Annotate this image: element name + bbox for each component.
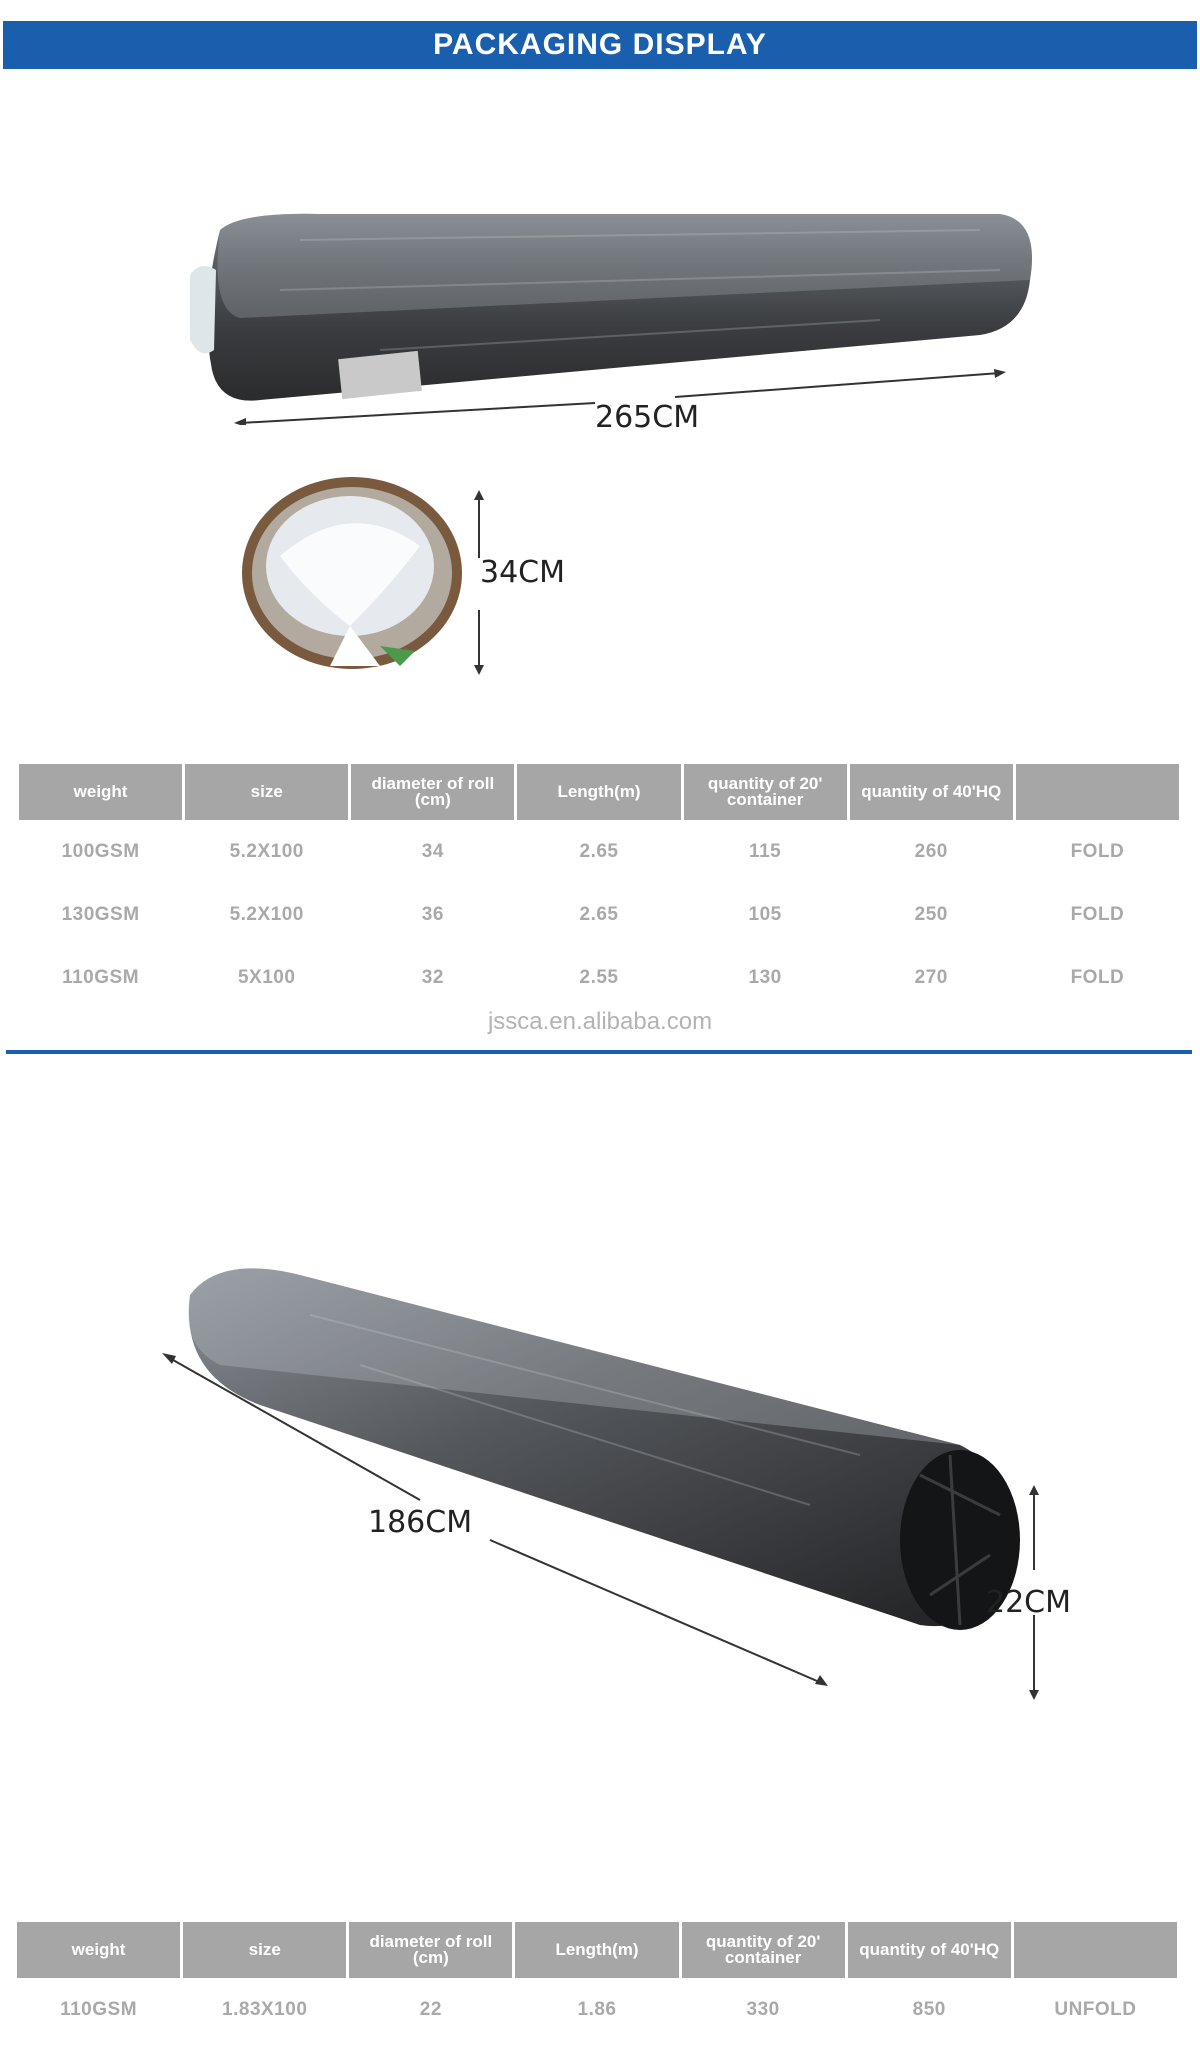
cell-diameter: 34 [421,840,444,862]
length-label-top: 265CM [595,400,700,435]
cell-qty-20: 130 [748,966,782,988]
cell-qty-20: 105 [748,903,782,925]
col-size: size [185,764,348,820]
col-fold [1014,1922,1177,1978]
col-qty-40hq: quantity of 40'HQ [848,1922,1011,1978]
col-qty-20: quantity of 20' container [684,764,847,820]
banner-title: PACKAGING DISPLAY [433,28,767,61]
cell-qty-40hq: 850 [912,1999,946,2020]
cell-size: 5.2X100 [229,903,304,925]
roll-end-photo-top [240,476,465,671]
col-size: size [183,1922,346,1978]
cell-diameter: 22 [419,1999,442,2020]
diameter-label-bottom: 22CM [986,1585,1072,1620]
col-length: Length(m) [515,1922,678,1978]
cell-fold: FOLD [1070,966,1125,988]
table-row [19,946,1179,1009]
table-row [19,883,1179,946]
cell-qty-40hq: 270 [914,966,948,988]
cell-weight: 110GSM [60,1999,138,2020]
cell-fold: UNFOLD [1054,1999,1137,2020]
col-weight: weight [17,1922,180,1978]
section-banner [3,21,1197,69]
length-arrow-bottom [160,1350,830,1690]
col-diameter: diameter of roll (cm) [351,764,514,820]
spec-table-top [16,764,1182,1009]
cell-qty-40hq: 250 [914,903,948,925]
table-header-row [17,1922,1177,1978]
table-header-row [19,764,1179,820]
cell-qty-40hq: 260 [914,840,948,862]
col-qty-40hq: quantity of 40'HQ [850,764,1013,820]
cell-length: 2.55 [579,966,619,988]
spec-table-bottom [14,1922,1180,2042]
cell-fold: FOLD [1070,903,1125,925]
watermark: jssca.en.alibaba.com [487,1008,713,1035]
cell-qty-20: 115 [749,840,782,862]
cell-size: 5X100 [237,966,296,988]
cell-size: 1.83X100 [222,1999,308,2020]
col-length: Length(m) [517,764,680,820]
cell-diameter: 36 [421,903,444,925]
cell-size: 5.2X100 [229,840,304,862]
cell-weight: 100GSM [61,840,140,862]
table-row [19,820,1179,883]
col-fold [1016,764,1179,820]
cell-diameter: 32 [421,966,444,988]
col-diameter: diameter of roll (cm) [349,1922,512,1978]
length-label-bottom: 186CM [368,1505,473,1540]
col-qty-20: quantity of 20' container [682,1922,845,1978]
diameter-label-top: 34CM [480,555,566,590]
cell-weight: 130GSM [61,903,140,925]
cell-weight: 110GSM [62,966,140,988]
col-weight: weight [19,764,182,820]
cell-qty-20: 330 [746,1999,780,2020]
cell-fold: FOLD [1070,840,1125,862]
cell-length: 2.65 [579,903,619,925]
section-divider [6,1050,1192,1054]
table-row [17,1978,1177,2042]
cell-length: 1.86 [577,1999,617,2020]
cell-length: 2.65 [579,840,619,862]
